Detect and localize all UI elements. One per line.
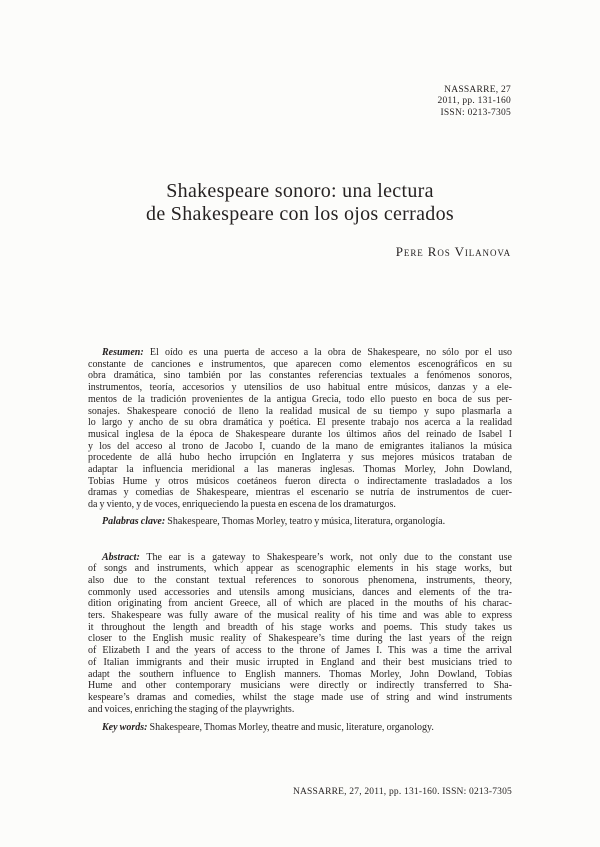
paragraph-line: constante de canciones e instrumentos, que aparecen como elementos escenográficos en su bbox=[88, 358, 512, 370]
author-name: Pere Ros Vilanova bbox=[395, 244, 511, 259]
paragraph-label: Resumen: bbox=[102, 347, 144, 358]
resumen-paragraph bbox=[88, 347, 512, 511]
journal-header bbox=[437, 85, 511, 119]
paragraph-line: instrumentos, teoría, accesorios y utensilios de uso habitual entre músicos, danzas y a ele- bbox=[88, 382, 512, 394]
journal-issue-pages: 2011, pp. 131-160 bbox=[437, 96, 511, 107]
journal-name: NASSARRE, 27 bbox=[444, 85, 511, 95]
article-title-line2: de Shakespeare con los ojos cerrados bbox=[146, 203, 454, 225]
paragraph-line: also due to the constant textual references to sonorous phenomena, instruments, theory, bbox=[88, 574, 512, 586]
keywords-label: Palabras clave: bbox=[102, 515, 166, 527]
paragraph-line: of Italian immigrants and their music irrupted in England and their best musicians tried to bbox=[88, 656, 512, 668]
paragraph-line: dition originating from ancient Greece, all of which are placed in the mouths of his charac- bbox=[88, 598, 512, 610]
article-title-line1: Shakespeare sonoro: una lectura bbox=[166, 180, 434, 202]
paragraph-line: sonajes. Shakespeare conoció de lleno la realidad musical de su tiempo y supo plasmarla a bbox=[88, 405, 512, 417]
key-words-line: Key words: Shakespeare, Thomas Morley, theatre and music, literature, organology. bbox=[102, 722, 434, 734]
paragraph-line: musical inglesa de la época de Shakespeare durante los últimos años del reinado de Isabel I bbox=[88, 428, 512, 440]
paragraph-line: da y viento, y de voces, enriqueciendo la puesta en escena de los dramaturgos. bbox=[88, 499, 396, 511]
paragraph-line: kespeare’s dramas and comedies, whilst the stage made use of string and wind instruments bbox=[88, 691, 512, 703]
paragraph-line: it throughout the length and breadth of his stage works and poems. This study takes us bbox=[88, 621, 512, 633]
paragraph-line: ters. Shakespeare was fully aware of the musical reality of his time and was able to express bbox=[88, 610, 512, 622]
keywords-label: Key words: bbox=[102, 722, 148, 734]
paragraph-label: Abstract: bbox=[102, 551, 140, 563]
paragraph-line: of songs and instruments, which appear as scenographic elements in his stage works, but bbox=[88, 563, 512, 575]
article-title bbox=[0, 180, 600, 226]
paragraph-line: adapt the southern influence to English manners. Thomas Morley, John Dowland, Tobias bbox=[88, 668, 512, 680]
paragraph-line: lo largo y ancho de su obra dramática y poética. El presente trabajo nos acerca a la realidad bbox=[88, 417, 512, 429]
journal-issn: ISSN: 0213-7305 bbox=[440, 107, 511, 118]
paragraph-line: adaptar la influencia meridional a las maneras inglesas. Thomas Morley, John Dowland, bbox=[88, 464, 512, 476]
paragraph-line: Resumen: El oído es una puerta de acceso a la obra de Shakespeare, no sólo por el uso bbox=[102, 347, 512, 358]
paragraph-line: obra dramática, sino también por las constantes referencias textuales a fenómenos sonoros, bbox=[88, 370, 512, 382]
paragraph-line: mentos de la tradición provenientes de la antigua Grecia, todo ello puesto en boca de sus per- bbox=[88, 393, 512, 405]
palabras-clave-line: Palabras clave: Shakespeare, Thomas Morley, teatro y música, literatura, organología. bbox=[102, 515, 446, 527]
paragraph-line: closer to the English music reality of Shakespeare’s time during the last years of the reign bbox=[88, 633, 512, 645]
paragraph-line: of Elizabeth I and the years of access to the throne of James I. This was a time the arrival bbox=[88, 645, 512, 657]
paragraph-line: Hume and other contemporary musicians were directly or indirectly transferred to Sha- bbox=[88, 680, 512, 692]
paragraph-line: and voices, enriching the staging of the playwrights. bbox=[88, 703, 295, 715]
paragraph-line: Abstract: The ear is a gateway to Shakespeare’s work, not only due to the constant use bbox=[102, 551, 512, 563]
paragraph-line: dramas y comedias de Shakespeare, mientras el escenario se nutría de instrumentos de cuer- bbox=[88, 487, 512, 499]
abstracts-block bbox=[88, 347, 512, 734]
paragraph-line: commonly used accessories and utensils among musicians, dances and elements of the tra- bbox=[88, 586, 512, 598]
paragraph-line: Tobias Hume y otros músicos coetáneos fueron directa o indirectamente trasladados a los bbox=[88, 475, 512, 487]
abstract-paragraph bbox=[88, 552, 512, 716]
paragraph-line: y los del acceso al trono de Jacobo I, cuando de la mano de emigrantes italianos la música bbox=[88, 440, 512, 452]
page-footer: NASSARRE, 27, 2011, pp. 131-160. ISSN: 0213-7305 bbox=[292, 787, 512, 797]
paragraph-line: procedente de allá hubo hecho irrupción en Inglaterra y sus mejores músicos trataban de bbox=[88, 452, 512, 464]
